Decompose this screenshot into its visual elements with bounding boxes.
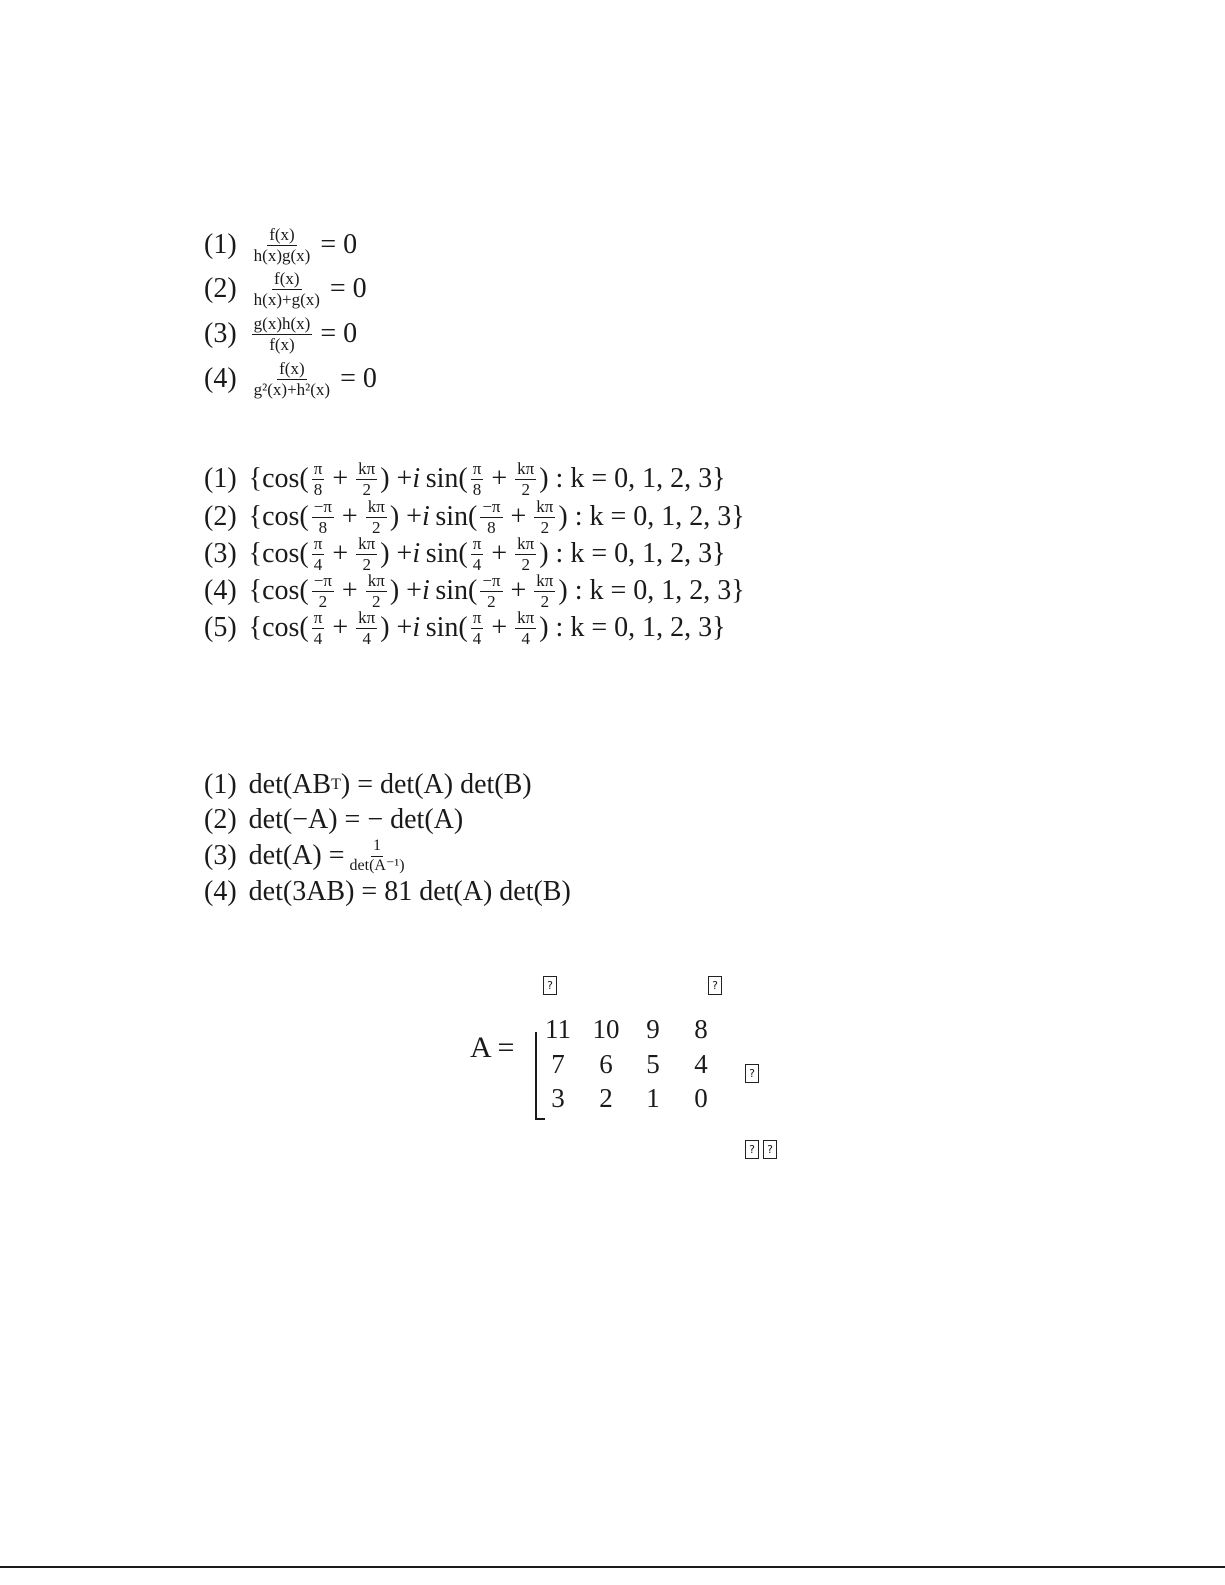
- denominator: h(x)+g(x): [253, 289, 320, 309]
- set-tail: ) : k = 0, 1, 2, 3}: [558, 575, 745, 607]
- numerator: 1: [371, 838, 383, 857]
- option-label: (4): [204, 363, 237, 395]
- numerator: kπ: [358, 534, 376, 553]
- numerator: f(x): [279, 359, 305, 378]
- equation-lhs: det(AB: [248, 769, 332, 800]
- numerator: −π: [482, 497, 501, 516]
- plus-sign: +: [491, 538, 508, 570]
- option-3: [204, 315, 362, 354]
- missing-glyph-icon: ?: [745, 1064, 759, 1083]
- matrix-cell: 4: [694, 1049, 708, 1079]
- mid-text: ) +: [380, 538, 413, 570]
- option-label: (1): [204, 769, 237, 800]
- option-label: (5): [204, 612, 237, 644]
- missing-glyph-icon: ?: [745, 1140, 759, 1159]
- det-option-3: [204, 838, 410, 875]
- matrix-cell: 3: [551, 1083, 565, 1113]
- denominator: 2: [372, 517, 381, 537]
- denominator: 2: [362, 554, 371, 574]
- set-open: {cos(: [248, 612, 309, 644]
- imag-unit: i: [412, 538, 421, 570]
- denominator: 8: [313, 479, 323, 499]
- numerator: π: [313, 459, 323, 478]
- plus-sign: +: [332, 463, 349, 495]
- numerator: kπ: [367, 571, 385, 590]
- option-label: (2): [204, 804, 237, 835]
- root-set-option-2: [204, 498, 745, 537]
- plus-sign: +: [510, 501, 527, 533]
- det-option-1: (1) det(AB T ) = det(A) det(B): [204, 769, 532, 800]
- equation-lhs: det(A) =: [248, 840, 345, 872]
- denominator: 8: [472, 479, 482, 499]
- option-label: (4): [204, 575, 237, 607]
- numerator: kπ: [367, 497, 385, 516]
- sin-text: sin(: [435, 575, 478, 607]
- equation: det(3AB) = 81 det(A) det(B): [248, 876, 571, 907]
- denominator: 4: [313, 554, 323, 574]
- matrix-cell: 8: [694, 1014, 708, 1044]
- denominator: g²(x)+h²(x): [253, 379, 331, 399]
- denominator: h(x)g(x): [253, 245, 311, 265]
- root-set-option-1: [204, 460, 726, 499]
- denominator: 8: [487, 517, 496, 537]
- option-label: (3): [204, 318, 237, 350]
- numerator: π: [472, 608, 482, 627]
- option-label: (3): [204, 538, 237, 570]
- numerator: kπ: [358, 608, 376, 627]
- rhs: = 0: [329, 273, 367, 305]
- numerator: −π: [482, 571, 501, 590]
- numerator: kπ: [358, 459, 376, 478]
- denominator: 4: [313, 628, 323, 648]
- plus-sign: +: [341, 575, 358, 607]
- set-open: {cos(: [248, 538, 309, 570]
- denominator: 4: [362, 628, 371, 648]
- imag-unit: i: [412, 463, 421, 495]
- plus-sign: +: [510, 575, 527, 607]
- mid-text: ) +: [380, 612, 413, 644]
- numerator: kπ: [536, 571, 554, 590]
- missing-glyph-icon: ?: [708, 976, 722, 995]
- numerator: −π: [313, 571, 332, 590]
- det-option-2: [204, 806, 463, 834]
- root-set-option-5: [204, 609, 726, 648]
- numerator: g(x)h(x): [253, 314, 311, 333]
- set-open: {cos(: [248, 575, 309, 607]
- mid-text: ) +: [389, 575, 422, 607]
- matrix-cell: 5: [646, 1049, 660, 1079]
- matrix-cell: 1: [646, 1083, 660, 1113]
- set-tail: ) : k = 0, 1, 2, 3}: [539, 463, 726, 495]
- plus-sign: +: [332, 538, 349, 570]
- det-option-4: [204, 878, 571, 906]
- imag-unit: i: [412, 612, 421, 644]
- option-label: (2): [204, 273, 237, 305]
- denominator: 2: [362, 479, 371, 499]
- numerator: −π: [313, 497, 332, 516]
- denominator: 2: [318, 591, 328, 611]
- matrix-cell: 9: [646, 1014, 660, 1044]
- set-tail: ) : k = 0, 1, 2, 3}: [539, 538, 726, 570]
- plus-sign: +: [341, 501, 358, 533]
- root-set-option-4: [204, 572, 745, 611]
- matrix-cell: 10: [592, 1014, 620, 1044]
- denominator: 2: [487, 591, 496, 611]
- option-label: (4): [204, 876, 237, 907]
- denominator: 4: [472, 628, 482, 648]
- matrix-label: A =: [470, 1031, 515, 1064]
- rhs: = 0: [340, 363, 377, 395]
- option-4: [204, 360, 382, 399]
- numerator: f(x): [269, 225, 295, 244]
- equation-rhs: ) = det(A) det(B): [340, 769, 532, 800]
- plus-sign: +: [491, 612, 508, 644]
- matrix-cell: 11: [545, 1014, 571, 1044]
- denominator: 2: [521, 479, 530, 499]
- imag-unit: i: [421, 575, 430, 607]
- plus-sign: +: [332, 612, 349, 644]
- numerator: kπ: [517, 459, 535, 478]
- denominator: 4: [521, 628, 530, 648]
- denominator: 4: [472, 554, 482, 574]
- matrix-cell: 2: [599, 1083, 613, 1113]
- root-set-option-3: [204, 535, 726, 574]
- sin-text: sin(: [425, 612, 468, 644]
- matrix-cell: 6: [599, 1049, 613, 1079]
- numerator: kπ: [517, 534, 535, 553]
- set-open: {cos(: [248, 463, 309, 495]
- option-label: (2): [204, 501, 237, 533]
- sin-text: sin(: [425, 463, 468, 495]
- missing-glyph-icon: ?: [543, 976, 557, 995]
- option-2: [204, 270, 372, 309]
- numerator: π: [313, 608, 323, 627]
- denominator: f(x): [269, 334, 295, 354]
- denominator: 2: [372, 591, 381, 611]
- numerator: π: [472, 534, 482, 553]
- numerator: kπ: [517, 608, 535, 627]
- option-label: (1): [204, 229, 237, 261]
- option-label: (3): [204, 840, 237, 872]
- option-1: [204, 226, 362, 265]
- numerator: kπ: [536, 497, 554, 516]
- sin-text: sin(: [435, 501, 478, 533]
- denominator: 2: [540, 517, 550, 537]
- matrix-cell: 7: [551, 1049, 565, 1079]
- denominator: 2: [521, 554, 530, 574]
- numerator: f(x): [274, 269, 300, 288]
- option-label: (1): [204, 463, 237, 495]
- missing-glyph-icon: ?: [763, 1140, 777, 1159]
- denominator: 8: [318, 517, 328, 537]
- plus-sign: +: [491, 463, 508, 495]
- imag-unit: i: [421, 501, 430, 533]
- equation: det(−A) = − det(A): [248, 804, 464, 835]
- rhs: = 0: [320, 318, 358, 350]
- mid-text: ) +: [389, 501, 422, 533]
- denominator: det(A⁻¹): [349, 856, 405, 874]
- rhs: = 0: [320, 229, 358, 261]
- sin-text: sin(: [425, 538, 468, 570]
- set-tail: ) : k = 0, 1, 2, 3}: [539, 612, 726, 644]
- matrix-cell: 0: [694, 1083, 708, 1113]
- mid-text: ) +: [380, 463, 413, 495]
- page-bottom-rule: [0, 1566, 1225, 1568]
- denominator: 2: [540, 591, 550, 611]
- set-tail: ) : k = 0, 1, 2, 3}: [558, 501, 745, 533]
- numerator: π: [313, 534, 323, 553]
- set-open: {cos(: [248, 501, 309, 533]
- numerator: π: [472, 459, 482, 478]
